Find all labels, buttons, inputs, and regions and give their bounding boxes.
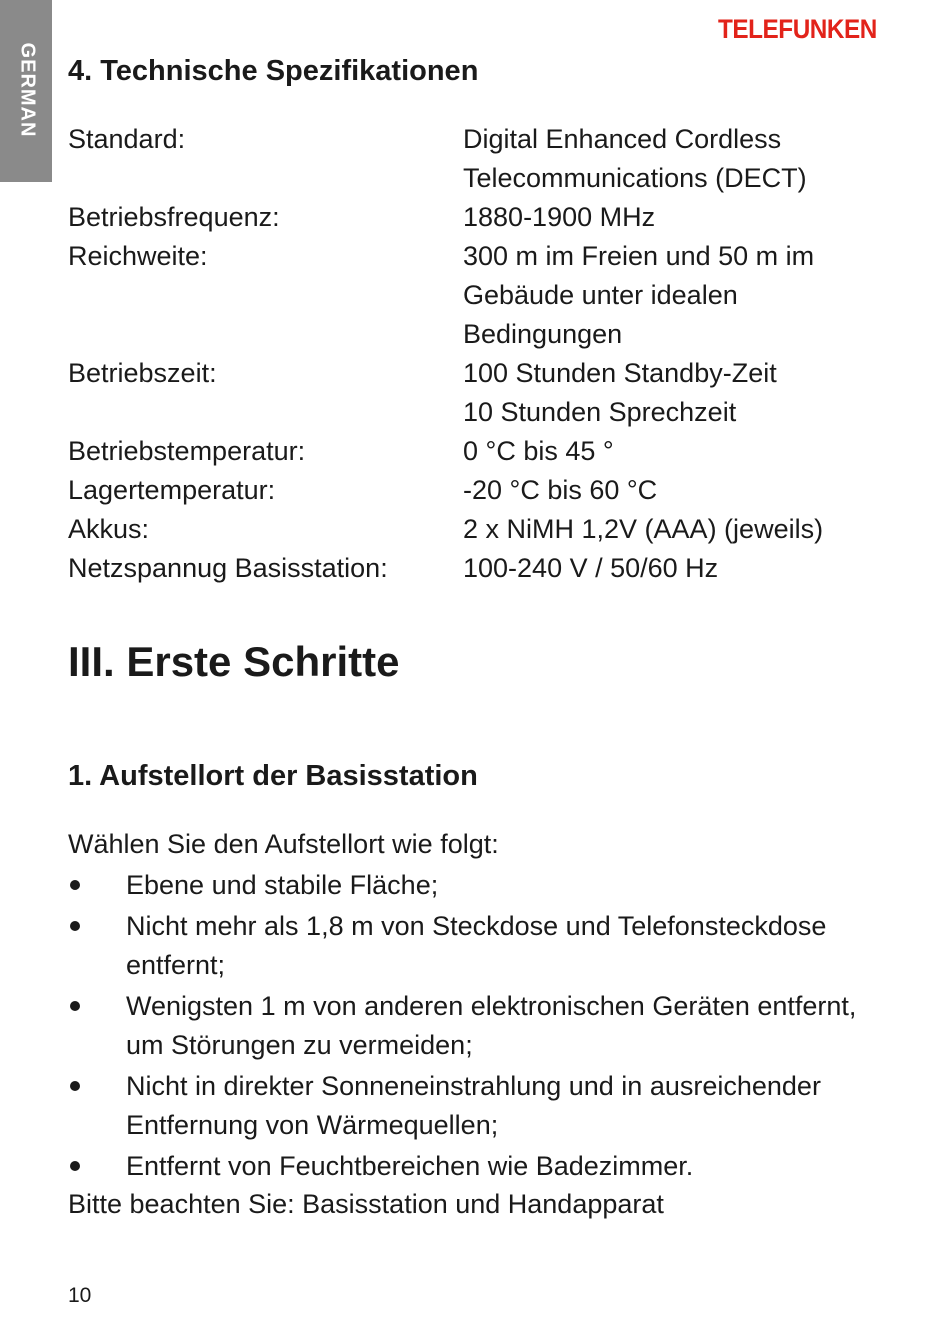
bullet-icon [70, 1001, 80, 1011]
spec-value: 0 °C bis 45 ° [463, 436, 614, 466]
list-item [68, 1147, 898, 1187]
spec-row [68, 471, 888, 510]
bullet-icon [70, 880, 80, 890]
section-note: Bitte beachten Sie: Basisstation und Handapparat [68, 1189, 664, 1219]
spec-label: Lagertemperatur: [68, 475, 276, 505]
list-item-text: Entfernt von Feuchtbereichen wie Badezimmer. [126, 1150, 694, 1181]
language-tab [0, 0, 52, 182]
list-item-text: Wenigsten 1 m von anderen elektronischen Geräten entfernt, um Störungen zu vermeiden; [126, 990, 857, 1060]
chapter-title: III. Erste Schritte [68, 638, 400, 685]
spec-label: Standard: [68, 124, 186, 154]
list-item-text: Nicht in direkter Sonneneinstrahlung und in ausreichender Entfernung von Wärmequellen; [126, 1070, 821, 1140]
spec-value: 100 Stunden Standby-Zeit 10 Stunden Sprechzeit [463, 358, 777, 427]
spec-value: 300 m im Freien und 50 m im Gebäude unter idealen Bedingungen [463, 241, 815, 349]
list-item-text: Nicht mehr als 1,8 m von Steckdose und Telefonsteckdose entfernt; [126, 910, 827, 980]
spec-row [68, 549, 888, 588]
spec-row [68, 120, 888, 198]
spec-value: Digital Enhanced Cordless Telecommunications (DECT) [463, 124, 807, 193]
spec-row [68, 354, 888, 432]
spec-value: 2 x NiMH 1,2V (AAA) (jeweils) [463, 514, 824, 544]
list-item [68, 987, 898, 1066]
section-intro: Wählen Sie den Aufstellort wie folgt: [68, 829, 499, 859]
bullet-icon [70, 1161, 80, 1171]
spec-row [68, 198, 888, 237]
spec-label: Netzspannug Basisstation: [68, 553, 388, 583]
placement-list [68, 866, 898, 1187]
spec-section-title: 4. Technische Spezifikationen [68, 55, 479, 87]
spec-value: 100-240 V / 50/60 Hz [463, 553, 719, 583]
spec-label: Betriebsfrequenz: [68, 202, 280, 232]
section-title: 1. Aufstellort der Basisstation [68, 760, 478, 792]
spec-row [68, 510, 888, 549]
spec-label: Akkus: [68, 514, 150, 544]
language-tab-label: GERMAN [16, 42, 39, 138]
spec-value: 1880-1900 MHz [463, 202, 656, 232]
list-item-text: Ebene und stabile Fläche; [126, 870, 439, 900]
list-item [68, 907, 898, 986]
spec-label: Betriebstemperatur: [68, 436, 306, 466]
spec-value: -20 °C bis 60 °C [463, 475, 658, 505]
bullet-icon [70, 921, 80, 931]
spec-label: Betriebszeit: [68, 358, 217, 388]
spec-label: Reichweite: [68, 241, 208, 271]
brand-logo: TELEFUNKEN [718, 14, 877, 44]
spec-row [68, 432, 888, 471]
list-item [68, 866, 898, 906]
list-item [68, 1067, 898, 1146]
page-number: 10 [68, 1284, 92, 1307]
bullet-icon [70, 1081, 80, 1091]
spec-table [68, 120, 888, 588]
spec-row [68, 237, 888, 354]
